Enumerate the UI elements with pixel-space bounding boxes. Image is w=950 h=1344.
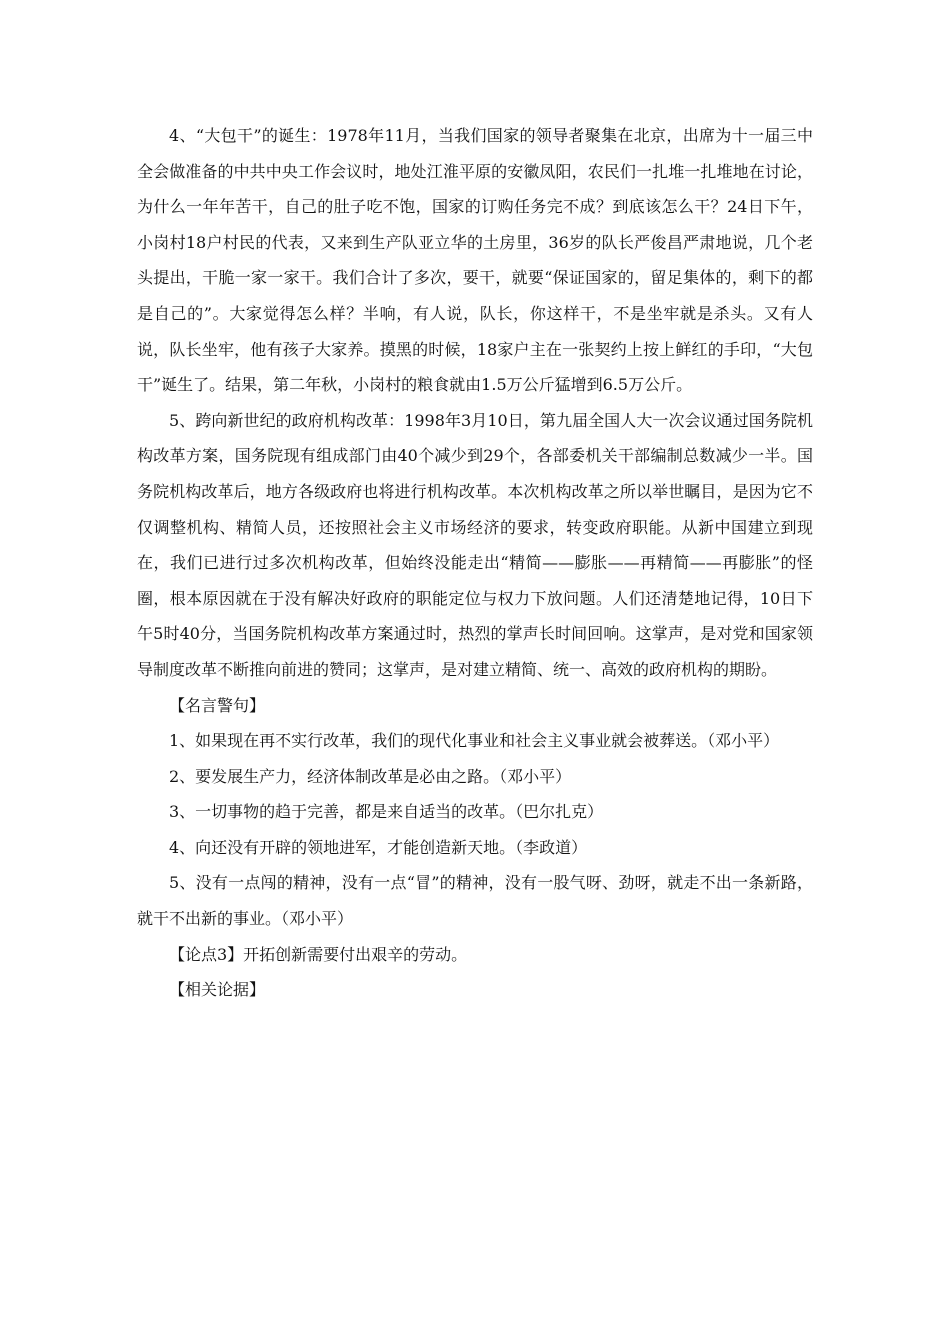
document-body — [137, 118, 813, 1008]
quote-item-4: 4、向还没有开辟的领地进军，才能创造新天地。（李政道） — [169, 837, 588, 857]
paragraph-government-reform: 5、跨向新世纪的政府机构改革：1998年3月10日，第九届全国人大一次会议通过国务院机构改革方案，国务院现有组成部门由40个减少到29个，各部委机关干部编制总数减少一半。国务院机构改革后，地方各级政府也将进行机构改革。本次机构改革之所以举世瞩目，是因为它不仅调整机构、精简人员，还按照社会主义市场经济的要求，转变政府职能。从新中国建立到现在，我们已进行过多次机构改革，但始终没能走出“精简——膨胀——再精简——再膨胀”的怪圈，根本原因就在于没有解决好政府的职能定位与权力下放问题。人们还清楚地记得，10日下午5时40分，当国务院机构改革方案通过时，热烈的掌声长时间回响。这掌声，是对党和国家领导制度改革不断推向前进的赞同；这掌声，是对建立精简、统一、高效的政府机构的期盼。 — [137, 410, 813, 679]
quote-item-1: 1、如果现在再不实行改革，我们的现代化事业和社会主义事业就会被葬送。（邓小平） — [169, 731, 780, 751]
quote-item-3: 3、一切事物的趋于完善，都是来自适当的改革。（巴尔扎克） — [169, 802, 604, 822]
section-heading-quotes: 【名言警句】 — [169, 695, 266, 715]
quote-item-2: 2、要发展生产力，经济体制改革是必由之路。（邓小平） — [169, 766, 572, 786]
section-heading-evidence: 【相关论据】 — [169, 980, 266, 1000]
paragraph-dabaogan: 4、“大包干”的诞生：1978年11月，当我们国家的领导者聚集在北京，出席为十一届三中全会做准备的中共中央工作会议时，地处江淮平原的安徽凤阳，农民们一扎堆一扎堆地在讨论，为什么一年年苦干，自己的肚子吃不饱，国家的订购任务完不成？到底该怎么干？24日下午，小岗村18户村民的代表，又来到生产队亚立华的土房里，36岁的队长严俊昌严肃地说，几个老头提出，干脆一家一家干。我们合计了多次，要干，就要“保证国家的，留足集体的，剩下的都是自己的”。大家觉得怎么样？半响，有人说，队长，你这样干，不是坐牢就是杀头。又有人说，队长坐牢，他有孩子大家养。摸黑的时候，18家户主在一张契约上按上鲜红的手印，“大包干”诞生了。结果，第二年秋，小岗村的粮食就由1.5万公斤猛增到6.5万公斤。 — [137, 126, 813, 395]
quote-item-5: 5、没有一点闯的精神，没有一点“冒”的精神，没有一股气呀、劲呀，就走不出一条新路，就干不出新的事业。（邓小平） — [137, 873, 813, 929]
section-heading-argument-3: 【论点3】开拓创新需要付出艰辛的劳动。 — [169, 944, 468, 964]
